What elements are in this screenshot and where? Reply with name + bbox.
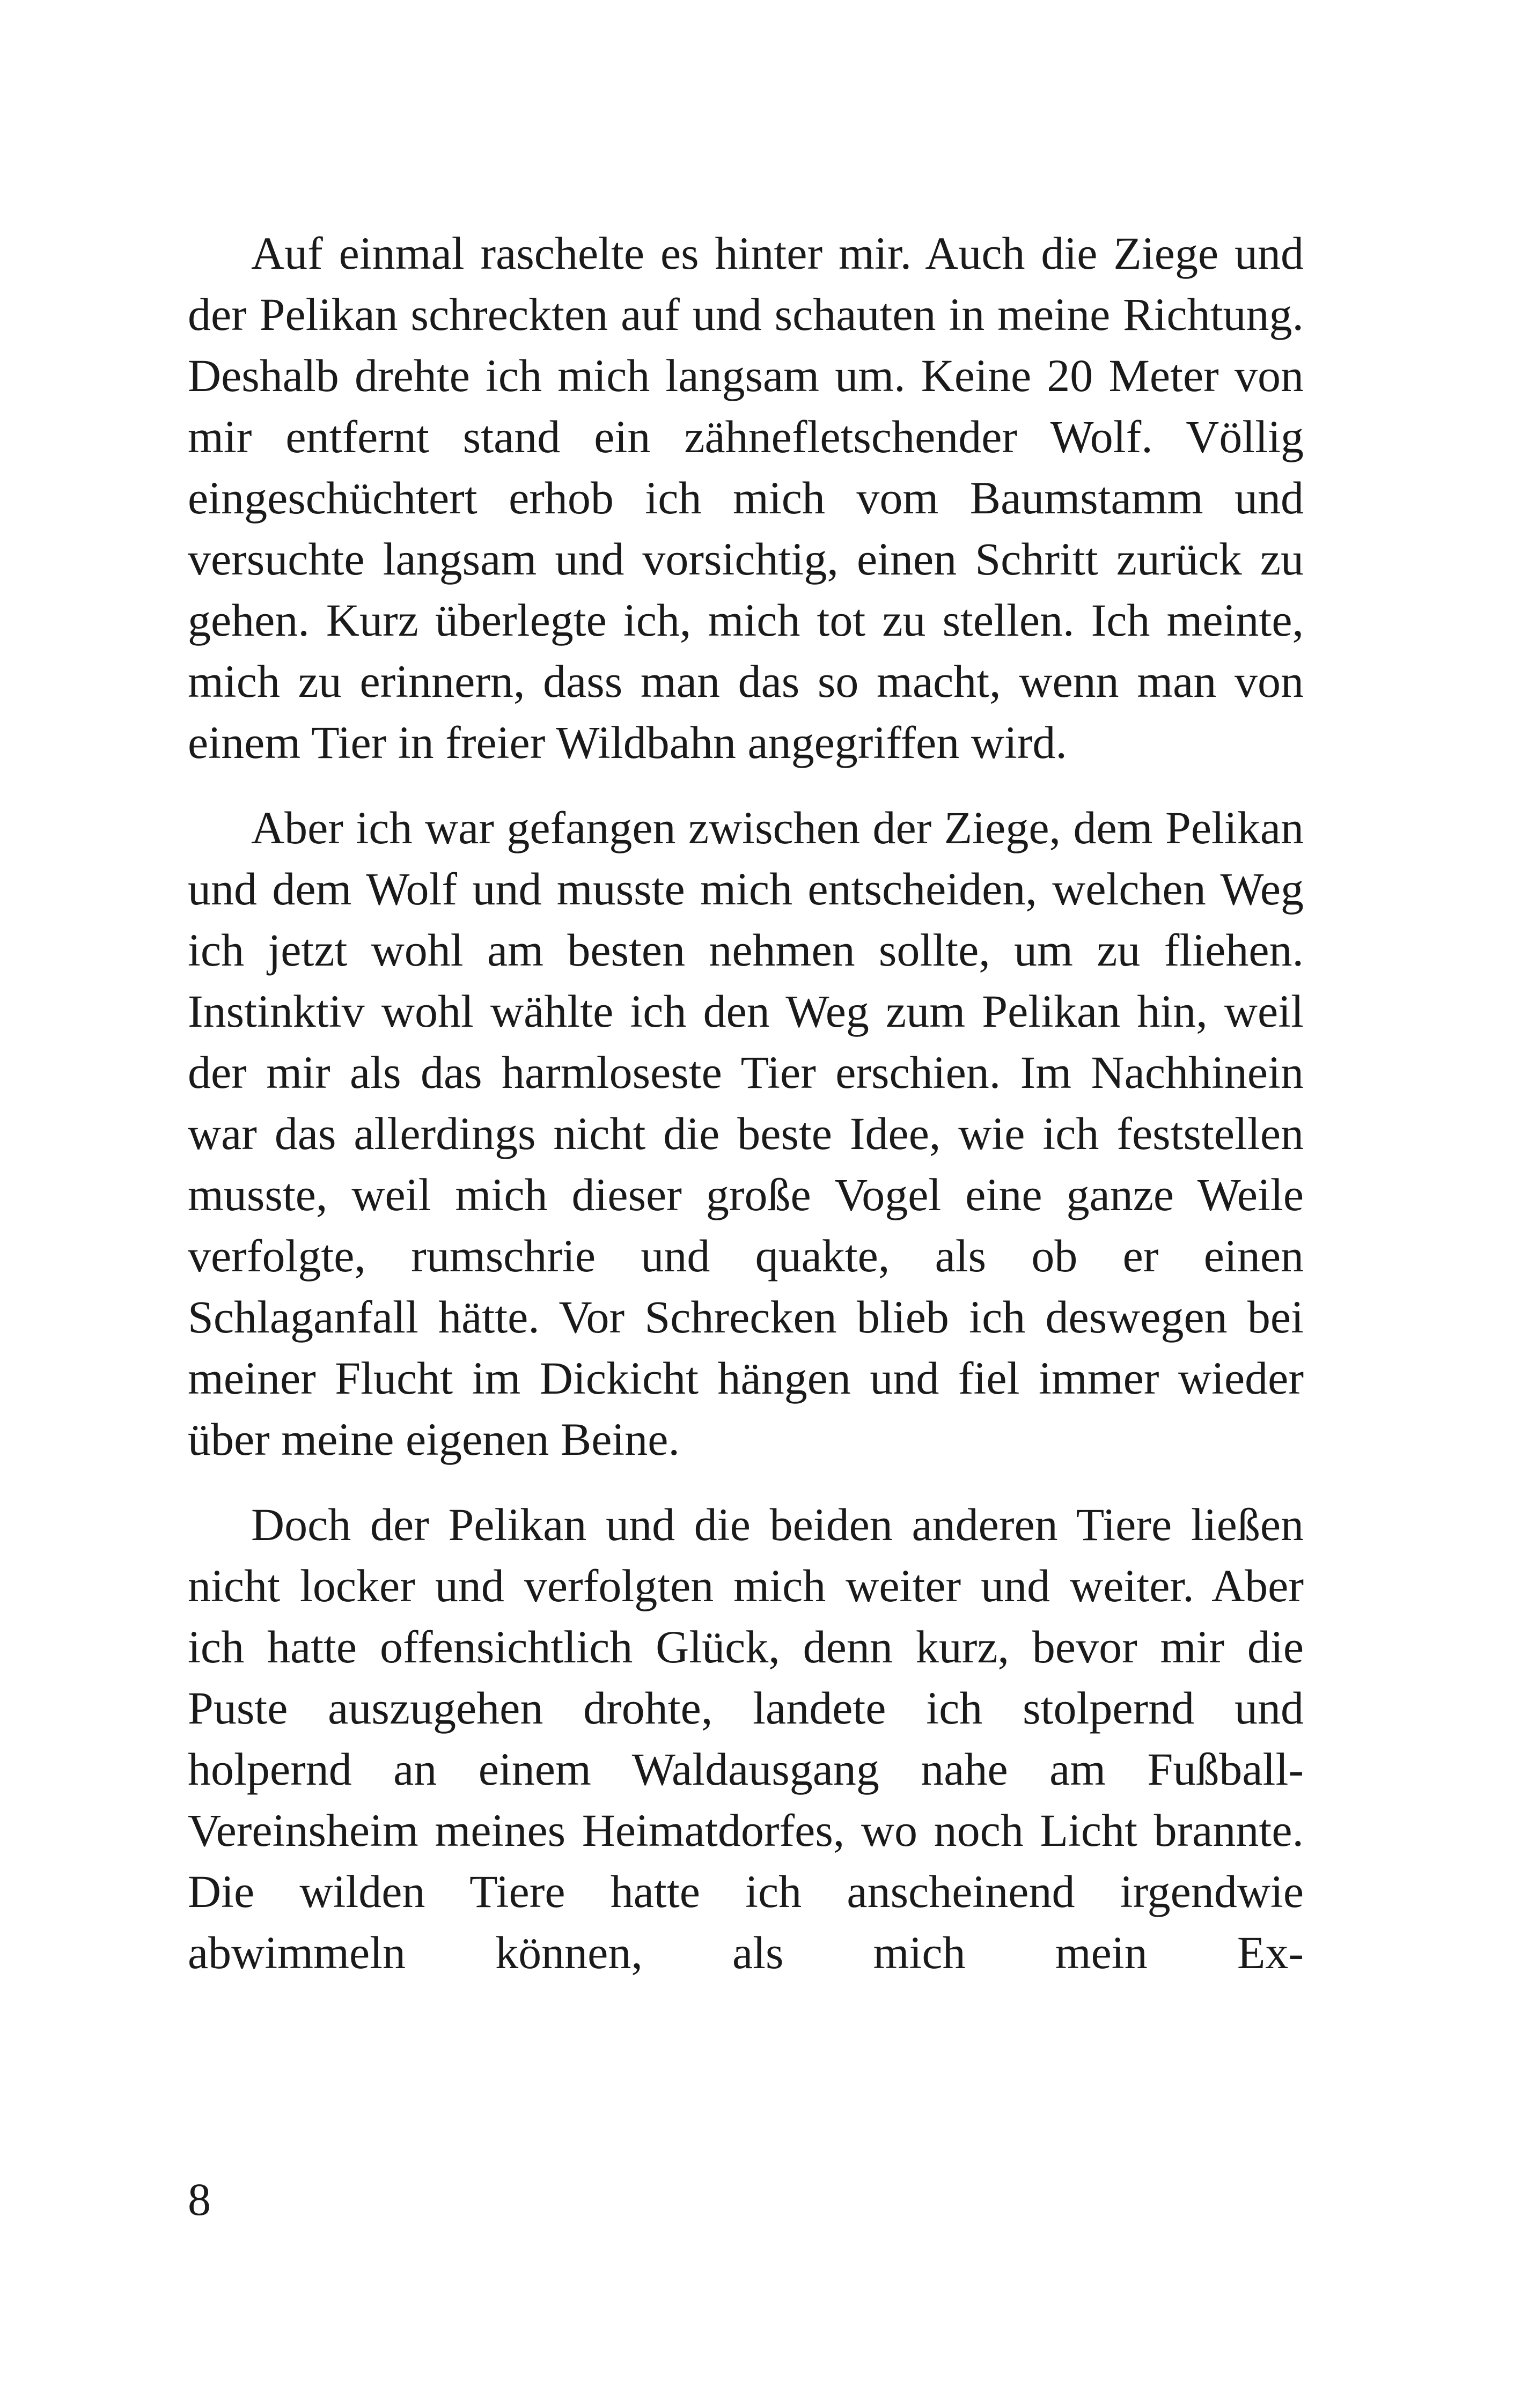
paragraph-2: Aber ich war gefangen zwischen der Ziege, dem Pelikan und dem Wolf und musste mich entscheiden, welchen Weg ich jetzt wohl am besten nehmen sollte, um zu fliehen. Instinktiv wohl wählte ich den Weg zum Pelikan hin, weil der mir als das harmloseste Tier erschien. Im Nachhinein war das allerdings nicht die beste Idee, wie ich feststellen musste, weil mich dieser große Vogel eine ganze Weile verfolgte, rumschrie und quakte, als ob er einen Schlaganfall hätte. Vor Schrecken blieb ich deswegen bei meiner Flucht im Dickicht hängen und fiel immer wieder über meine eigenen Beine. (188, 802, 1304, 1465)
paragraph-3: Doch der Pelikan und die beiden anderen Tiere ließen nicht locker und verfolgten mich weiter und weiter. Aber ich hatte offensichtlich Glück, denn kurz, bevor mir die Puste auszugehen drohte, landete ich stolpernd und holpernd an einem Waldausgang nahe am Fußball-Vereinsheim meines Heimatdorfes, wo noch Licht brannte. Die wilden Tiere hatte ich anscheinend irgendwie abwimmeln können, als mich mein Ex- (188, 1499, 1304, 1978)
paragraph-1: Auf einmal raschelte es hinter mir. Auch die Ziege und der Pelikan schreckten auf und schauten in meine Richtung. Deshalb drehte ich mich langsam um. Keine 20 Meter von mir entfernt stand ein zähnefletschender Wolf. Völlig eingeschüchtert erhob ich mich vom Baumstamm und versuchte langsam und vorsichtig, einen Schritt zurück zu gehen. Kurz überlegte ich, mich tot zu stellen. Ich meinte, mich zu erinnern, dass man das so macht, wenn man von einem Tier in freier Wildbahn angegriffen wird. (188, 227, 1304, 768)
body-text (188, 223, 1304, 2007)
page-number: 8 (188, 2174, 211, 2225)
